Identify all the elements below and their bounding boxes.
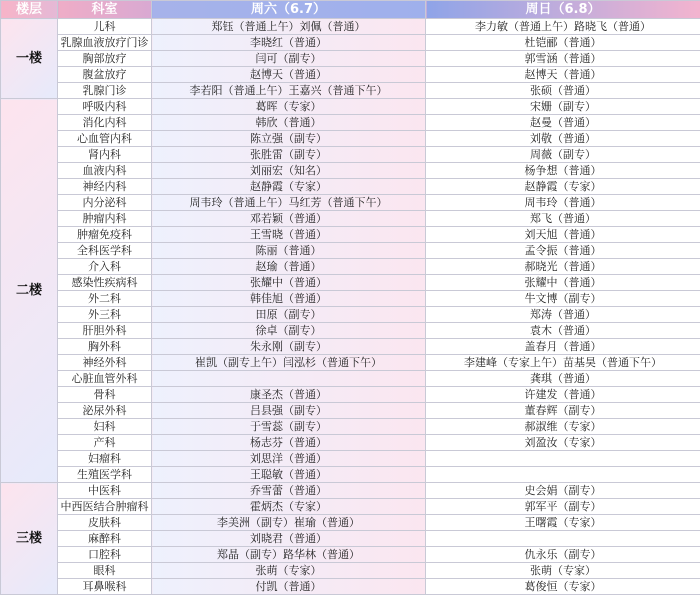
saturday-cell: 赵博天（普通） bbox=[152, 67, 426, 83]
saturday-cell: 刘思洋（普通） bbox=[152, 451, 426, 467]
table-row bbox=[1, 115, 700, 131]
dept-cell: 妇瘤科 bbox=[58, 451, 152, 467]
table-row bbox=[1, 483, 700, 499]
sunday-cell: 牛文博（副专） bbox=[426, 291, 700, 307]
table-row bbox=[1, 179, 700, 195]
dept-cell: 乳腺门诊 bbox=[58, 83, 152, 99]
table-row bbox=[1, 451, 700, 467]
sunday-cell: 孟令振（普通） bbox=[426, 243, 700, 259]
header-floor: 楼层 bbox=[1, 1, 58, 19]
table-row bbox=[1, 99, 700, 115]
table-row bbox=[1, 275, 700, 291]
table-row bbox=[1, 83, 700, 99]
dept-cell: 腹盆放疗 bbox=[58, 67, 152, 83]
saturday-cell: 周韦玲（普通上午）马红芳（普通下午） bbox=[152, 195, 426, 211]
sunday-cell: 宋姗（副专） bbox=[426, 99, 700, 115]
saturday-cell: 李晓红（普通） bbox=[152, 35, 426, 51]
floor-label: 三楼 bbox=[1, 483, 58, 595]
dept-cell: 感染性疾病科 bbox=[58, 275, 152, 291]
dept-cell: 妇科 bbox=[58, 419, 152, 435]
sunday-cell: 杨争想（普通） bbox=[426, 163, 700, 179]
table-row bbox=[1, 371, 700, 387]
saturday-cell: 乔雪蕾（普通） bbox=[152, 483, 426, 499]
sunday-cell: 董春辉（副专） bbox=[426, 403, 700, 419]
table-row bbox=[1, 291, 700, 307]
dept-cell: 眼科 bbox=[58, 563, 152, 579]
table-row bbox=[1, 227, 700, 243]
dept-cell: 麻醉科 bbox=[58, 531, 152, 547]
saturday-cell: 陈丽（普通） bbox=[152, 243, 426, 259]
saturday-cell: 赵瑜（普通） bbox=[152, 259, 426, 275]
sunday-cell: 刘盈汝（专家） bbox=[426, 435, 700, 451]
sunday-cell: 史会娟（副专） bbox=[426, 483, 700, 499]
saturday-cell: 陈立强（副专） bbox=[152, 131, 426, 147]
table-row bbox=[1, 547, 700, 563]
dept-cell: 儿科 bbox=[58, 19, 152, 35]
dept-cell: 肿瘤免疫科 bbox=[58, 227, 152, 243]
dept-cell: 介入科 bbox=[58, 259, 152, 275]
table-row bbox=[1, 35, 700, 51]
sunday-cell: 袁木（普通） bbox=[426, 323, 700, 339]
saturday-cell: 郑钰（普通上午）刘佩（普通） bbox=[152, 19, 426, 35]
sunday-cell: 许建发（普通） bbox=[426, 387, 700, 403]
dept-cell: 血液内科 bbox=[58, 163, 152, 179]
saturday-cell: 李若阳（普通上午）王嘉兴（普通下午） bbox=[152, 83, 426, 99]
sunday-cell: 张耀中（普通） bbox=[426, 275, 700, 291]
dept-cell: 耳鼻喉科 bbox=[58, 579, 152, 595]
sunday-cell: 赵曼（普通） bbox=[426, 115, 700, 131]
dept-cell: 心脏血管外科 bbox=[58, 371, 152, 387]
table-row bbox=[1, 323, 700, 339]
sunday-cell: 郝晓光（普通） bbox=[426, 259, 700, 275]
table-row bbox=[1, 355, 700, 371]
table-row bbox=[1, 563, 700, 579]
dept-cell: 乳腺血液放疗门诊 bbox=[58, 35, 152, 51]
table-row bbox=[1, 195, 700, 211]
sunday-cell: 郑飞（普通） bbox=[426, 211, 700, 227]
header-sunday: 周日（6.8） bbox=[426, 1, 700, 19]
saturday-cell: 霍炳杰（专家） bbox=[152, 499, 426, 515]
sunday-cell: 李建峰（专家上午）苗基昊（普通下午） bbox=[426, 355, 700, 371]
dept-cell: 外二科 bbox=[58, 291, 152, 307]
table-row bbox=[1, 467, 700, 483]
sunday-cell: 龚琪（普通） bbox=[426, 371, 700, 387]
saturday-cell: 康圣杰（普通） bbox=[152, 387, 426, 403]
sunday-cell: 王曙霞（专家） bbox=[426, 515, 700, 531]
saturday-cell: 朱永刚（副专） bbox=[152, 339, 426, 355]
saturday-cell: 王聪敏（普通） bbox=[152, 467, 426, 483]
saturday-cell: 赵静霞（专家） bbox=[152, 179, 426, 195]
table-row bbox=[1, 499, 700, 515]
saturday-cell: 付凯（普通） bbox=[152, 579, 426, 595]
table-row bbox=[1, 259, 700, 275]
dept-cell: 胸外科 bbox=[58, 339, 152, 355]
table-row bbox=[1, 131, 700, 147]
table-row bbox=[1, 163, 700, 179]
dept-cell: 呼吸内科 bbox=[58, 99, 152, 115]
table-row bbox=[1, 19, 700, 35]
sunday-cell: 盖春月（普通） bbox=[426, 339, 700, 355]
table-row bbox=[1, 147, 700, 163]
sunday-cell: 刘敬（普通） bbox=[426, 131, 700, 147]
dept-cell: 中医科 bbox=[58, 483, 152, 499]
dept-cell: 产科 bbox=[58, 435, 152, 451]
saturday-cell: 于雪蕊（副专） bbox=[152, 419, 426, 435]
sunday-cell: 张萌（专家） bbox=[426, 563, 700, 579]
table-row bbox=[1, 67, 700, 83]
table-row bbox=[1, 307, 700, 323]
saturday-cell: 张萌（专家） bbox=[152, 563, 426, 579]
sunday-cell: 周韦玲（普通） bbox=[426, 195, 700, 211]
table-row bbox=[1, 211, 700, 227]
table-row bbox=[1, 243, 700, 259]
dept-cell: 心血管内科 bbox=[58, 131, 152, 147]
saturday-cell: 徐卓（副专） bbox=[152, 323, 426, 339]
sunday-cell: 葛俊恒（专家） bbox=[426, 579, 700, 595]
sunday-cell: 刘天旭（普通） bbox=[426, 227, 700, 243]
saturday-cell: 杨志芬（普通） bbox=[152, 435, 426, 451]
dept-cell: 神经内科 bbox=[58, 179, 152, 195]
floor-label: 二楼 bbox=[1, 99, 58, 483]
sunday-cell: 郭雪涵（普通） bbox=[426, 51, 700, 67]
floor-label: 一楼 bbox=[1, 19, 58, 99]
table-row bbox=[1, 419, 700, 435]
schedule-body bbox=[1, 19, 700, 595]
dept-cell: 内分泌科 bbox=[58, 195, 152, 211]
header-dept: 科室 bbox=[58, 1, 152, 19]
saturday-cell: 韩佳旭（普通） bbox=[152, 291, 426, 307]
header-row bbox=[1, 1, 700, 19]
sunday-cell: 周薇（副专） bbox=[426, 147, 700, 163]
table-row bbox=[1, 339, 700, 355]
saturday-cell: 田原（副专） bbox=[152, 307, 426, 323]
sunday-cell: 郭军平（副专） bbox=[426, 499, 700, 515]
saturday-cell: 刘丽宏（知名） bbox=[152, 163, 426, 179]
saturday-cell: 崔凯（副专上午）闫泓杉（普通下午） bbox=[152, 355, 426, 371]
sunday-cell: 张硕（普通） bbox=[426, 83, 700, 99]
dept-cell: 肾内科 bbox=[58, 147, 152, 163]
saturday-cell: 韩欣（普通） bbox=[152, 115, 426, 131]
sunday-cell: 赵静霞（专家） bbox=[426, 179, 700, 195]
saturday-cell: 邓若颖（普通） bbox=[152, 211, 426, 227]
saturday-cell: 李美洲（副专）崔瑜（普通） bbox=[152, 515, 426, 531]
sunday-cell: 郑涛（普通） bbox=[426, 307, 700, 323]
dept-cell: 肝胆外科 bbox=[58, 323, 152, 339]
saturday-cell: 闫可（副专） bbox=[152, 51, 426, 67]
dept-cell: 中西医结合肿瘤科 bbox=[58, 499, 152, 515]
sunday-cell: 赵博天（普通） bbox=[426, 67, 700, 83]
dept-cell: 皮肤科 bbox=[58, 515, 152, 531]
table-row bbox=[1, 579, 700, 595]
table-row bbox=[1, 435, 700, 451]
saturday-cell bbox=[152, 371, 426, 387]
saturday-cell: 王雪晓（普通） bbox=[152, 227, 426, 243]
dept-cell: 消化内科 bbox=[58, 115, 152, 131]
saturday-cell: 吕县强（副专） bbox=[152, 403, 426, 419]
sunday-cell: 杜铠郦（普通） bbox=[426, 35, 700, 51]
dept-cell: 神经外科 bbox=[58, 355, 152, 371]
dept-cell: 肿瘤内科 bbox=[58, 211, 152, 227]
dept-cell: 泌尿外科 bbox=[58, 403, 152, 419]
saturday-cell: 葛晖（专家） bbox=[152, 99, 426, 115]
dept-cell: 全科医学科 bbox=[58, 243, 152, 259]
dept-cell: 外三科 bbox=[58, 307, 152, 323]
dept-cell: 骨科 bbox=[58, 387, 152, 403]
saturday-cell: 郑晶（副专）路华林（普通） bbox=[152, 547, 426, 563]
header-saturday: 周六（6.7） bbox=[152, 1, 426, 19]
dept-cell: 胸部放疗 bbox=[58, 51, 152, 67]
table-row bbox=[1, 51, 700, 67]
table-row bbox=[1, 515, 700, 531]
saturday-cell: 张耀中（普通） bbox=[152, 275, 426, 291]
saturday-cell: 刘晓君（普通） bbox=[152, 531, 426, 547]
sunday-cell: 郝淑维（专家） bbox=[426, 419, 700, 435]
dept-cell: 口腔科 bbox=[58, 547, 152, 563]
sunday-cell bbox=[426, 451, 700, 467]
table-row bbox=[1, 387, 700, 403]
saturday-cell: 张胜雷（副专） bbox=[152, 147, 426, 163]
sunday-cell: 李力敏（普通上午）路晓飞（普通） bbox=[426, 19, 700, 35]
table-row bbox=[1, 403, 700, 419]
sunday-cell bbox=[426, 531, 700, 547]
table-row bbox=[1, 531, 700, 547]
sunday-cell: 仇永乐（副专） bbox=[426, 547, 700, 563]
dept-cell: 生殖医学科 bbox=[58, 467, 152, 483]
sunday-cell bbox=[426, 467, 700, 483]
